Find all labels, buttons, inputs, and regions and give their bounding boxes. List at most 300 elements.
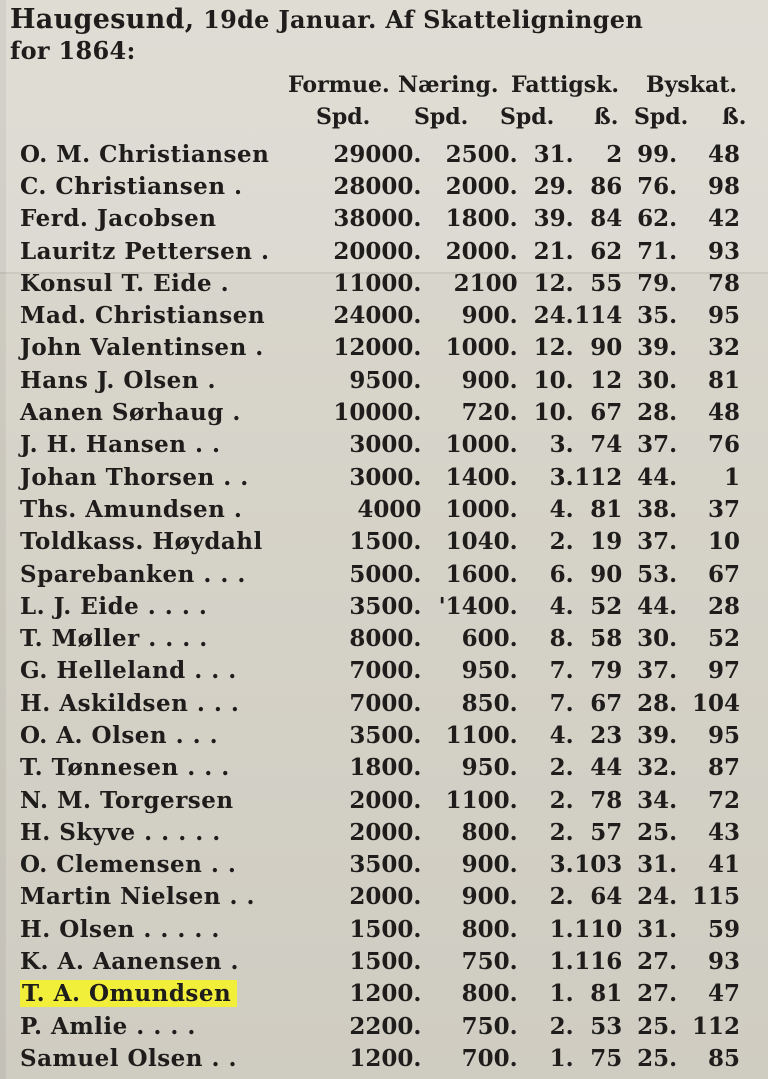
taxpayer-name: [0, 881, 311, 913]
formue-value: 9500.: [349, 366, 422, 394]
unit-spd-byskat: Spd.: [634, 104, 689, 130]
naering-value: 2000.: [445, 237, 518, 265]
taxpayer-name: [0, 493, 311, 525]
fattigskat-spd: 10.: [533, 366, 574, 394]
tax-table: [0, 138, 760, 1075]
leader-dots: .: [246, 334, 264, 362]
taxpayer-name-text: Martin Nielsen: [20, 883, 222, 911]
fattigskat-spd: 31.: [533, 140, 574, 168]
formue-value: 2000.: [349, 786, 422, 814]
fattigskat-spd: 1.: [549, 948, 574, 976]
leader-dots: . . .: [188, 689, 240, 717]
taxpayer-name: [0, 461, 311, 493]
byskat-spd: 39.: [637, 721, 678, 749]
table-row: [0, 913, 760, 945]
taxpayer-name: [0, 396, 311, 428]
taxpayer-name-text: C. Christiansen: [20, 172, 226, 200]
taxpayer-name: [0, 235, 311, 267]
taxpayer-name-text: O. M. Christiansen: [20, 140, 270, 168]
byskat-sk: 28: [707, 592, 740, 620]
table-row: [0, 622, 760, 654]
taxpayer-name-text: Sparebanken: [20, 560, 195, 588]
formue-value: 1500.: [349, 915, 422, 943]
naering-value: 900.: [461, 366, 518, 394]
fattigskat-sk: 90: [590, 334, 623, 362]
taxpayer-name-text: J. H. Hansen: [20, 431, 187, 459]
byskat-sk: 59: [707, 915, 740, 943]
table-row: [0, 945, 760, 977]
byskat-spd: 38.: [637, 495, 678, 523]
leader-dots: . .: [214, 463, 249, 491]
formue-value: 2000.: [349, 883, 422, 911]
formue-value: 4000: [357, 495, 422, 523]
fattigskat-sk: 23: [590, 721, 623, 749]
table-row: [0, 170, 760, 202]
naering-value: 950.: [461, 754, 518, 782]
fattigskat-spd: 2.: [549, 1012, 574, 1040]
fattigskat-sk: 78: [590, 786, 623, 814]
naering-value: 800.: [461, 818, 518, 846]
leader-dots: .: [222, 948, 240, 976]
date-text: 19de Januar.: [203, 5, 377, 34]
fattigskat-spd: 10.: [533, 399, 574, 427]
naering-value: 700.: [461, 1044, 518, 1072]
formue-value: 1800.: [349, 754, 422, 782]
fattigskat-sk: 58: [590, 625, 623, 653]
leader-dots: .: [225, 495, 243, 523]
table-row: [0, 1010, 760, 1042]
table-row: [0, 816, 760, 848]
taxpayer-name: [0, 332, 311, 364]
naering-value: 1100.: [445, 786, 518, 814]
col-fattigsk: Fattigsk.: [511, 72, 620, 98]
byskat-sk: 93: [707, 237, 740, 265]
byskat-spd: 25.: [637, 818, 678, 846]
byskat-sk: 112: [691, 1012, 740, 1040]
leader-dots: . . . .: [139, 625, 208, 653]
taxpayer-name: [0, 945, 311, 977]
formue-value: 2000.: [349, 818, 422, 846]
table-row: [0, 267, 760, 299]
fattigskat-sk: 110: [574, 915, 623, 943]
byskat-sk: 67: [707, 560, 740, 588]
fattigskat-spd: 29.: [533, 172, 574, 200]
fattigskat-spd: 6.: [549, 560, 574, 588]
leader-dots: . . .: [185, 657, 237, 685]
table-row: [0, 203, 760, 235]
leader-dots: .: [252, 237, 270, 265]
naering-value: 600.: [461, 625, 518, 653]
formue-value: 1500.: [349, 528, 422, 556]
taxpayer-name: [0, 558, 311, 590]
fattigskat-spd: 21.: [533, 237, 574, 265]
fattigskat-sk: 74: [590, 431, 623, 459]
taxpayer-name: [0, 687, 311, 719]
taxpayer-name-text: Samuel Olsen: [20, 1044, 204, 1072]
fattigskat-sk: 112: [574, 463, 623, 491]
byskat-sk: 1: [723, 463, 740, 491]
naering-value: '1400.: [438, 592, 518, 620]
table-row: [0, 526, 760, 558]
formue-value: 28000.: [333, 172, 422, 200]
fattigskat-spd: 1.: [549, 1044, 574, 1072]
taxpayer-name: [0, 590, 311, 622]
byskat-spd: 44.: [637, 592, 678, 620]
fattigskat-sk: 55: [590, 269, 623, 297]
byskat-spd: 34.: [637, 786, 678, 814]
leader-dots: . . . . .: [135, 818, 221, 846]
fattigskat-sk: 53: [590, 1012, 623, 1040]
taxpayer-name-text: Mad. Christiansen: [20, 302, 266, 330]
byskat-sk: 97: [707, 657, 740, 685]
taxpayer-name: [0, 429, 311, 461]
fattigskat-sk: 90: [590, 560, 623, 588]
leader-dots: . . . .: [127, 1012, 196, 1040]
naering-value: 750.: [461, 948, 518, 976]
taxpayer-name: [0, 267, 311, 299]
fattigskat-spd: 3.: [549, 463, 574, 491]
fattigskat-spd: 7.: [549, 657, 574, 685]
fattigskat-spd: 2.: [549, 754, 574, 782]
formue-value: 10000.: [333, 399, 422, 427]
fattigskat-sk: 86: [590, 172, 623, 200]
headline-title: Af Skatteligningen: [385, 5, 644, 34]
fattigskat-spd: 1.: [549, 980, 574, 1008]
byskat-spd: 27.: [637, 980, 678, 1008]
naering-value: 950.: [461, 657, 518, 685]
table-row: [0, 138, 760, 170]
formue-value: 11000.: [333, 269, 422, 297]
leader-dots: .: [223, 399, 241, 427]
taxpayer-name-text: P. Amlie: [20, 1012, 128, 1040]
byskat-spd: 30.: [637, 625, 678, 653]
byskat-sk: 104: [691, 689, 740, 717]
fattigskat-spd: 2.: [549, 883, 574, 911]
table-row: [0, 1042, 760, 1074]
taxpayer-name-text: N. M. Torgersen: [20, 786, 234, 814]
col-byskat: Byskat.: [646, 72, 738, 98]
col-formue: Formue.: [288, 72, 390, 98]
fattigskat-sk: 19: [590, 528, 623, 556]
fattigskat-spd: 12.: [533, 334, 574, 362]
byskat-sk: 48: [707, 140, 740, 168]
fattigskat-spd: 39.: [533, 205, 574, 233]
naering-value: 1000.: [445, 334, 518, 362]
leader-dots: . . .: [178, 754, 230, 782]
fattigskat-sk: 12: [590, 366, 623, 394]
formue-value: 3000.: [349, 431, 422, 459]
naering-value: 900.: [461, 851, 518, 879]
fattigskat-spd: 1.: [549, 915, 574, 943]
formue-value: 8000.: [349, 625, 422, 653]
taxpayer-name: [0, 719, 311, 751]
byskat-sk: 41: [707, 851, 740, 879]
naering-value: 2500.: [445, 140, 518, 168]
byskat-sk: 10: [707, 528, 740, 556]
naering-value: 1040.: [445, 528, 518, 556]
byskat-sk: 76: [707, 431, 740, 459]
formue-value: 3500.: [349, 592, 422, 620]
fattigskat-spd: 8.: [549, 625, 574, 653]
table-row: [0, 655, 760, 687]
taxpayer-name: [0, 655, 311, 687]
taxpayer-name: [0, 364, 311, 396]
naering-value: 2000.: [445, 172, 518, 200]
fattigskat-sk: 103: [574, 851, 623, 879]
column-headers: [0, 72, 768, 106]
taxpayer-name-text: H. Olsen: [20, 915, 135, 943]
byskat-sk: 81: [707, 366, 740, 394]
fattigskat-spd: 24.: [533, 302, 574, 330]
taxpayer-name: [0, 1010, 311, 1042]
fattigskat-sk: 67: [590, 399, 623, 427]
taxpayer-name: [0, 170, 311, 202]
formue-value: 12000.: [333, 334, 422, 362]
formue-value: 5000.: [349, 560, 422, 588]
byskat-sk: 32: [707, 334, 740, 362]
taxpayer-name-text: H. Askildsen: [20, 689, 189, 717]
naering-value: 1100.: [445, 721, 518, 749]
byskat-spd: 76.: [637, 172, 678, 200]
byskat-sk: 37: [707, 495, 740, 523]
unit-spd-fattig: Spd.: [500, 104, 555, 130]
table-row: [0, 429, 760, 461]
unit-spd-formue: Spd.: [316, 104, 371, 130]
formue-value: 7000.: [349, 657, 422, 685]
byskat-sk: 47: [707, 980, 740, 1008]
table-row: [0, 849, 760, 881]
table-row: [0, 752, 760, 784]
naering-value: 900.: [461, 302, 518, 330]
formue-value: 3500.: [349, 851, 422, 879]
byskat-spd: 62.: [637, 205, 678, 233]
naering-value: 800.: [461, 980, 518, 1008]
taxpayer-name: [0, 299, 311, 331]
taxpayer-name: [0, 849, 311, 881]
byskat-sk: 95: [707, 302, 740, 330]
naering-value: 1400.: [445, 463, 518, 491]
table-row: [0, 719, 760, 751]
fattigskat-spd: 12.: [533, 269, 574, 297]
taxpayer-name: [0, 784, 311, 816]
byskat-spd: 37.: [637, 431, 678, 459]
fattigskat-sk: 67: [590, 689, 623, 717]
fattigskat-spd: 2.: [549, 528, 574, 556]
naering-value: 750.: [461, 1012, 518, 1040]
fattigskat-sk: 114: [574, 302, 623, 330]
taxpayer-name-text: Hans J. Olsen: [20, 366, 199, 394]
leader-dots: . .: [203, 1044, 238, 1072]
fattigskat-spd: 2.: [549, 818, 574, 846]
byskat-sk: 85: [707, 1044, 740, 1072]
table-row: [0, 235, 760, 267]
fattigskat-spd: 3.: [549, 851, 574, 879]
leader-dots: .: [199, 366, 217, 394]
formue-value: 7000.: [349, 689, 422, 717]
byskat-spd: 37.: [637, 657, 678, 685]
taxpayer-name-text: L. J. Eide: [20, 592, 140, 620]
fattigskat-spd: 3.: [549, 431, 574, 459]
formue-value: 2200.: [349, 1012, 422, 1040]
fattigskat-sk: 75: [590, 1044, 623, 1072]
taxpayer-name: [0, 1042, 311, 1074]
byskat-sk: 95: [707, 721, 740, 749]
taxpayer-name: [0, 978, 311, 1010]
byskat-sk: 93: [707, 948, 740, 976]
taxpayer-name: [0, 526, 311, 558]
fattigskat-sk: 81: [590, 495, 623, 523]
taxpayer-name-text: Lauritz Pettersen: [20, 237, 253, 265]
taxpayer-name: [0, 752, 311, 784]
fattigskat-spd: 4.: [549, 592, 574, 620]
unit-headers: [0, 104, 768, 138]
byskat-spd: 71.: [637, 237, 678, 265]
naering-value: 900.: [461, 883, 518, 911]
table-row: [0, 493, 760, 525]
naering-value: 1000.: [445, 431, 518, 459]
taxpayer-name-text: T. Tønnesen: [20, 754, 179, 782]
taxpayer-name-text: Toldkass. Høydahl: [20, 528, 263, 556]
byskat-spd: 31.: [637, 915, 678, 943]
fattigskat-sk: 81: [590, 980, 623, 1008]
byskat-spd: 27.: [637, 948, 678, 976]
formue-value: 3500.: [349, 721, 422, 749]
formue-value: 1500.: [349, 948, 422, 976]
fattigskat-sk: 62: [590, 237, 623, 265]
byskat-spd: 25.: [637, 1012, 678, 1040]
byskat-spd: 53.: [637, 560, 678, 588]
table-row: [0, 590, 760, 622]
naering-value: 1600.: [445, 560, 518, 588]
unit-sk-byskat: ß.: [722, 104, 747, 130]
byskat-sk: 42: [707, 205, 740, 233]
leader-dots: [233, 980, 237, 1007]
table-row: [0, 881, 760, 913]
tax-table-body: [0, 138, 760, 1075]
byskat-sk: 72: [707, 786, 740, 814]
byskat-sk: 115: [691, 883, 740, 911]
leader-dots: . . .: [194, 560, 246, 588]
fattigskat-spd: 4.: [549, 495, 574, 523]
formue-value: 1200.: [349, 1044, 422, 1072]
fattigskat-sk: 116: [574, 948, 623, 976]
naering-value: 2100: [453, 269, 518, 297]
taxpayer-name-text: K. A. Aanensen: [20, 948, 222, 976]
taxpayer-name-text: John Valentinsen: [20, 334, 247, 362]
byskat-spd: 30.: [637, 366, 678, 394]
byskat-spd: 31.: [637, 851, 678, 879]
taxpayer-name: [0, 203, 311, 235]
col-naering: Næring.: [398, 72, 499, 98]
taxpayer-name-text: H. Skyve: [20, 818, 136, 846]
byskat-spd: 44.: [637, 463, 678, 491]
naering-value: 720.: [461, 399, 518, 427]
taxpayer-name: [0, 913, 311, 945]
leader-dots: . .: [221, 883, 256, 911]
byskat-sk: 52: [707, 625, 740, 653]
table-row: [0, 299, 760, 331]
unit-sk-fattig: ß.: [594, 104, 619, 130]
leader-dots: . .: [186, 431, 221, 459]
fattigskat-sk: 79: [590, 657, 623, 685]
byskat-spd: 28.: [637, 399, 678, 427]
formue-value: 20000.: [333, 237, 422, 265]
naering-value: 1000.: [445, 495, 518, 523]
fattigskat-sk: 44: [590, 754, 623, 782]
byskat-spd: 79.: [637, 269, 678, 297]
headline: [10, 4, 755, 35]
byskat-sk: 48: [707, 399, 740, 427]
taxpayer-name-text: Johan Thorsen: [20, 463, 215, 491]
taxpayer-name-text: Aanen Sørhaug: [20, 399, 224, 427]
byskat-spd: 24.: [637, 883, 678, 911]
fattigskat-spd: 7.: [549, 689, 574, 717]
taxpayer-name-text: T. Møller: [20, 625, 140, 653]
byskat-spd: 28.: [637, 689, 678, 717]
fattigskat-sk: 64: [590, 883, 623, 911]
leader-dots: . . . .: [139, 592, 208, 620]
table-row: [0, 332, 760, 364]
taxpayer-name: [0, 622, 311, 654]
headline-year: for 1864:: [10, 36, 136, 65]
taxpayer-name-text: G. Helleland: [20, 657, 186, 685]
city-name: Haugesund,: [10, 4, 195, 35]
table-row: [0, 396, 760, 428]
leader-dots: . . . . .: [134, 915, 220, 943]
leader-dots: . . .: [167, 721, 219, 749]
table-row: [0, 364, 760, 396]
leader-dots: .: [225, 172, 243, 200]
taxpayer-name-text: Ths. Amundsen: [20, 495, 226, 523]
fattigskat-spd: 4.: [549, 721, 574, 749]
taxpayer-name-text: Konsul T. Eide: [20, 269, 213, 297]
byskat-sk: 43: [707, 818, 740, 846]
table-row: [0, 687, 760, 719]
byskat-spd: 35.: [637, 302, 678, 330]
table-row: [0, 978, 760, 1010]
taxpayer-name-text: O. A. Olsen: [20, 721, 168, 749]
naering-value: 800.: [461, 915, 518, 943]
taxpayer-name-text: O. Clemensen: [20, 851, 203, 879]
fattigskat-sk: 2: [606, 140, 623, 168]
formue-value: 24000.: [333, 302, 422, 330]
byskat-spd: 25.: [637, 1044, 678, 1072]
formue-value: 1200.: [349, 980, 422, 1008]
byskat-sk: 78: [707, 269, 740, 297]
fattigskat-sk: 84: [590, 205, 623, 233]
byskat-sk: 98: [707, 172, 740, 200]
unit-spd-naering: Spd.: [414, 104, 469, 130]
leader-dots: .: [212, 269, 230, 297]
taxpayer-name-text: T. A. Omundsen: [22, 980, 232, 1008]
byskat-spd: 99.: [637, 140, 678, 168]
formue-value: 38000.: [333, 205, 422, 233]
byskat-spd: 37.: [637, 528, 678, 556]
fattigskat-sk: 57: [590, 818, 623, 846]
table-row: [0, 784, 760, 816]
naering-value: 1800.: [445, 205, 518, 233]
formue-value: 3000.: [349, 463, 422, 491]
byskat-spd: 32.: [637, 754, 678, 782]
fattigskat-sk: 52: [590, 592, 623, 620]
byskat-spd: 39.: [637, 334, 678, 362]
taxpayer-name-text: Ferd. Jacobsen: [20, 205, 217, 233]
leader-dots: . .: [202, 851, 237, 879]
table-row: [0, 461, 760, 493]
taxpayer-name: [0, 816, 311, 848]
formue-value: 29000.: [333, 140, 422, 168]
naering-value: 850.: [461, 689, 518, 717]
